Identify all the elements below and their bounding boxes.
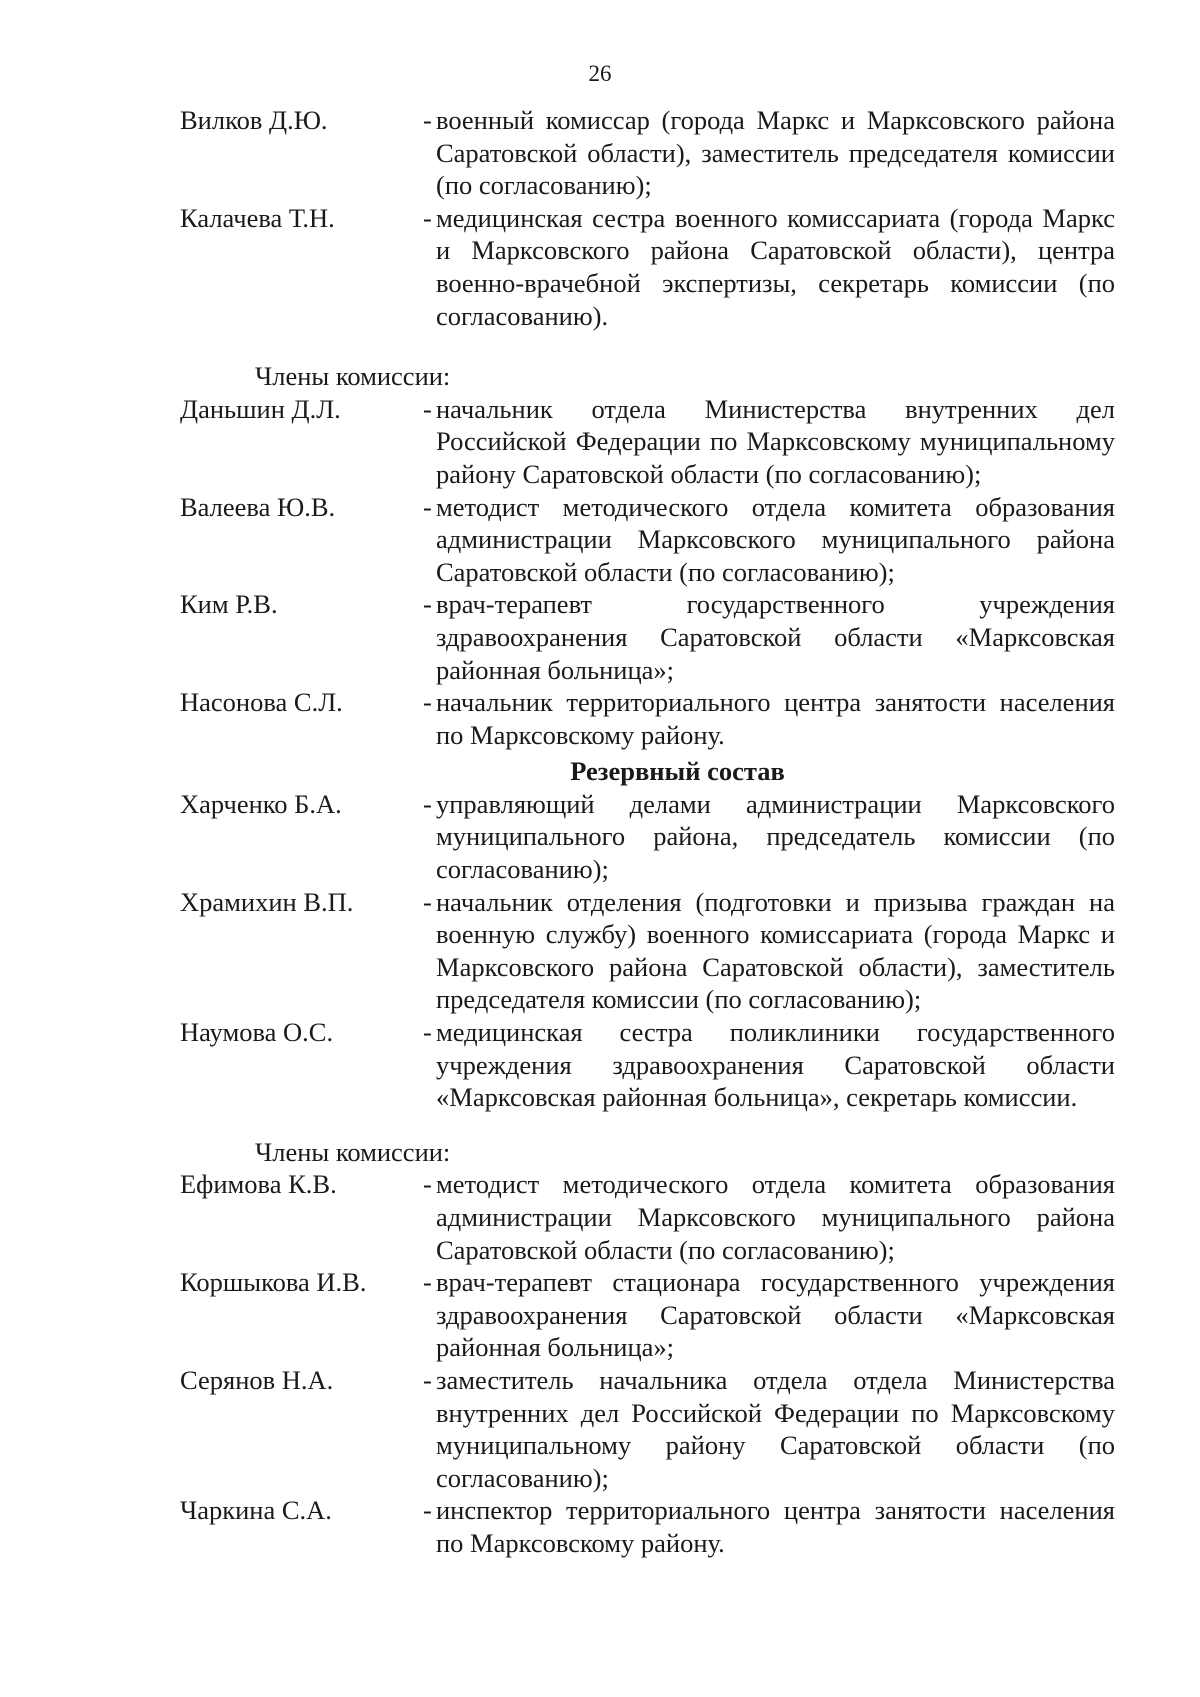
list-item <box>180 886 1115 1016</box>
page-number: 26 <box>588 61 612 86</box>
person-position: начальник отделения (подготовки и призыва граждан на военную службу) военного комиссариата (города Маркс и Марксовского района Саратовской области), заместитель председателя комиссии (по согласованию); <box>436 886 1115 1015</box>
person-position: начальник территориального центра занятости населения по Марксовскому району. <box>436 687 1115 750</box>
list-item <box>180 1494 1115 1559</box>
person-name: Чаркина С.А. <box>180 1495 332 1526</box>
dash: - <box>423 1364 432 1395</box>
dash: - <box>423 1169 432 1200</box>
person-name: Храмихин В.П. <box>180 886 354 917</box>
person-name: Ким Р.В. <box>180 589 278 620</box>
list-item <box>180 1016 1115 1114</box>
dash: - <box>423 1017 432 1048</box>
reserve-heading: Резервный состав <box>570 756 785 787</box>
reserve-members-heading: Члены комиссии: <box>255 1136 451 1167</box>
members-heading: Члены комиссии: <box>255 361 451 392</box>
list-item <box>180 1168 1115 1266</box>
list-item <box>180 788 1115 886</box>
list-item <box>180 491 1115 589</box>
dash: - <box>423 105 432 135</box>
person-name: Вилков Д.Ю. <box>180 105 328 135</box>
list-item <box>180 1364 1115 1494</box>
person-name: Калачева Т.Н. <box>180 202 335 233</box>
main-leaders-list <box>180 104 1115 332</box>
person-name: Насонова С.Л. <box>180 687 343 718</box>
dash: - <box>423 491 432 522</box>
person-position: методист методического отдела комитета образования администрации Марксовского муниципального района Саратовской области (по согласованию); <box>436 491 1115 587</box>
list-item <box>180 1266 1115 1364</box>
dash: - <box>423 393 432 424</box>
dash: - <box>423 687 432 718</box>
list-item <box>180 686 1115 751</box>
reserve-leaders-list <box>180 788 1115 1114</box>
person-position: инспектор территориального центра занятости населения по Марксовскому району. <box>436 1495 1115 1558</box>
person-position: врач-терапевт государственного учреждения здравоохранения Саратовской области «Марксовская районная больница»; <box>436 589 1115 685</box>
person-position: медицинская сестра поликлиники государственного учреждения здравоохранения Саратовской области «Марксовская районная больница», секретарь комиссии. <box>436 1017 1115 1113</box>
person-name: Наумова О.С. <box>180 1017 334 1048</box>
person-position: начальник отдела Министерства внутренних дел Российской Федерации по Марксовскому муниципальному району Саратовской области (по согласованию); <box>436 393 1115 489</box>
person-name: Серянов Н.А. <box>180 1364 334 1395</box>
person-position: военный комиссар (города Маркс и Марксовского района Саратовской области), заместитель председателя комиссии (по согласованию); <box>436 105 1115 201</box>
dash: - <box>423 1495 432 1526</box>
dash: - <box>423 202 432 233</box>
person-name: Валеева Ю.В. <box>180 491 336 522</box>
reserve-members-list <box>180 1168 1115 1559</box>
person-name: Даньшин Д.Л. <box>180 393 341 424</box>
list-item <box>180 104 1115 202</box>
person-position: методист методического отдела комитета образования администрации Марксовского муниципального района Саратовской области (по согласованию); <box>436 1169 1115 1265</box>
person-position: медицинская сестра военного комиссариата (города Маркс и Марксовского района Саратовской области), центра военно-врачебной экспертизы, секретарь комиссии (по согласованию). <box>436 202 1115 331</box>
list-item <box>180 588 1115 686</box>
dash: - <box>423 886 432 917</box>
person-name: Харченко Б.А. <box>180 788 342 819</box>
person-name: Ефимова К.В. <box>180 1169 337 1200</box>
person-position: управляющий делами администрации Марксовского муниципального района, председатель комиссии (по согласованию); <box>436 788 1115 885</box>
person-position: заместитель начальника отдела отдела Министерства внутренних дел Российской Федерации по Марксовскому муниципальному району Саратовской области (по согласованию); <box>436 1364 1115 1493</box>
dash: - <box>423 1267 432 1298</box>
main-members-list <box>180 393 1115 752</box>
list-item <box>180 393 1115 491</box>
person-name: Коршыкова И.В. <box>180 1267 367 1298</box>
person-position: врач-терапевт стационара государственного учреждения здравоохранения Саратовской области «Марксовская районная больница»; <box>436 1267 1115 1363</box>
dash: - <box>423 589 432 620</box>
dash: - <box>423 788 432 819</box>
document-body <box>180 104 1115 1560</box>
list-item <box>180 202 1115 332</box>
